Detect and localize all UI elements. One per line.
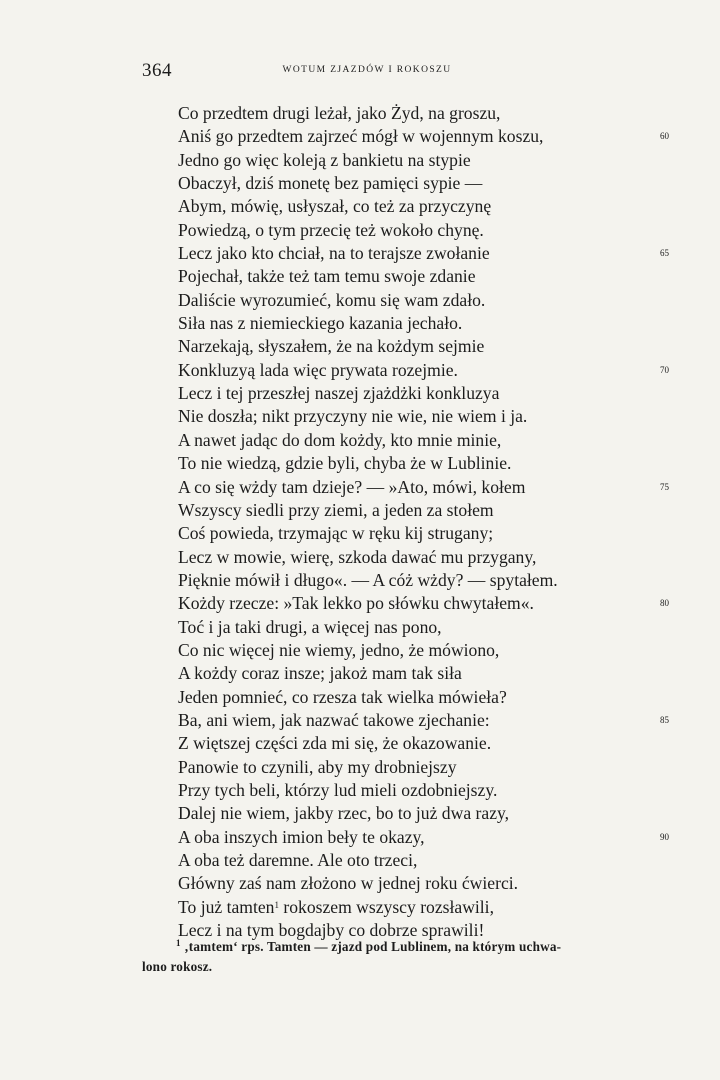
verse-text: Konkluzyą lada więc prywata rozejmie.: [178, 359, 458, 380]
page-number: 364: [142, 60, 172, 81]
verse-line: [178, 102, 658, 125]
verse-text: Panowie to czynili, aby my drobniejszy: [178, 756, 457, 777]
verse-line: [178, 429, 658, 452]
footnote: [142, 937, 702, 977]
verse-text: A oba też daremne. Ale oto trzeci,: [178, 850, 418, 870]
verse-text: Jeden pomnieć, co rzesza tak wielka mówieła?: [178, 686, 507, 707]
line-number: 60: [660, 131, 669, 142]
verse-text: Powiedzą, o tym przecię też wokoło chynę.: [178, 219, 484, 240]
verse-text: Toć i ja taki drugi, a więcej nas pono,: [178, 616, 442, 637]
verse-text: Pięknie mówił i długo«. — A cóż wżdy? — spytałem.: [178, 569, 558, 590]
verse-text: A kożdy coraz insze; jakoż mam tak siła: [178, 663, 462, 684]
poem-text: [178, 102, 669, 942]
verse-line: [178, 172, 658, 195]
verse-line: [178, 312, 658, 335]
verse-text: Siła nas z niemieckiego kazania jechało.: [178, 313, 463, 334]
verse-line: [178, 242, 669, 265]
verse-line: [178, 756, 658, 779]
verse-line: [178, 779, 658, 802]
verse-line: [178, 405, 658, 428]
verse-line: [178, 265, 658, 288]
verse-line: [178, 616, 658, 639]
verse-line: [178, 195, 658, 218]
verse-text: To nie wiedzą, gdzie byli, chyba że w Lublinie.: [178, 453, 512, 474]
verse-text: Lecz jako kto chciał, na to terajsze zwołanie: [178, 243, 490, 264]
verse-line: [178, 569, 658, 592]
verse-text: Główny zaś nam złożono w jednej roku ćwierci.: [178, 873, 519, 894]
line-number: 85: [660, 714, 669, 725]
verse-text: Coś powieda, trzymając w ręku kij strugany;: [178, 523, 494, 544]
verse-text: Nie doszła; nikt przyczyny nie wie, nie wiem i ja.: [178, 406, 528, 427]
verse-text: Aniś go przedtem zajrzeć mógł w wojennym koszu,: [178, 126, 544, 147]
verse-line: [178, 849, 658, 872]
verse-line: [178, 686, 658, 709]
line-number: 90: [660, 831, 669, 842]
verse-line: [178, 709, 669, 732]
verse-line: [178, 476, 669, 499]
verse-line: [178, 359, 669, 382]
verse-text: Lecz i tej przeszłej naszej zjażdżki konkluzya: [178, 383, 500, 404]
running-title: WOTUM ZJAZDÓW I ROKOSZU: [282, 65, 452, 75]
page-header: [142, 60, 592, 84]
verse-text: Z więtszej części zda mi się, że okazowanie.: [178, 733, 492, 754]
verse-text: Dalej nie wiem, jakby rzec, bo to już dwa razy,: [178, 803, 510, 824]
verse-text: Przy tych beli, którzy lud mieli ozdobniejszy.: [178, 779, 498, 800]
verse-text: Co przedtem drugi leżał, jako Żyd, na groszu,: [178, 103, 501, 123]
verse-line: [178, 872, 658, 895]
line-number: 80: [660, 598, 669, 609]
verse-line: [178, 219, 658, 242]
verse-text: Abym, mówię, usłyszał, co też za przyczynę: [178, 196, 492, 217]
verse-line: [178, 382, 658, 405]
verse-line: [178, 125, 669, 148]
verse-text: Co nic więcej nie wiemy, jedno, że mówiono,: [178, 639, 500, 660]
verse-text: Narzekają, słyszałem, że na kożdym sejmie: [178, 336, 485, 357]
line-number: 65: [660, 248, 669, 259]
verse-text-continued: rokoszem wszyscy rozsławili,: [278, 896, 494, 917]
verse-line: [178, 802, 658, 825]
verse-line: [178, 335, 658, 358]
verse-line: [178, 826, 669, 849]
footnote-reference: 1: [274, 899, 279, 910]
verse-line: [178, 732, 658, 755]
verse-line: [178, 546, 658, 569]
verse-text: Kożdy rzecze: »Tak lekko po słówku chwytałem«.: [178, 593, 534, 614]
verse-text: A nawet jadąc do dom kożdy, kto mnie minie,: [178, 429, 502, 450]
verse-line: [178, 662, 658, 685]
footnote-marker: 1: [176, 938, 181, 948]
verse-line: [178, 289, 658, 312]
line-number: 75: [660, 481, 669, 492]
verse-line: [178, 499, 658, 522]
verse-line: [178, 896, 658, 919]
footnote-line: $^1$ ‚tamtem‘ rps. Tamten — zjazd pod Lublinem, na którym uchwa-: [176, 938, 562, 954]
verse-text: Ba, ani wiem, jak nazwać takowe zjechanie:: [178, 709, 490, 730]
verse-text: Obaczył, dziś monetę bez pamięci sypie —: [178, 173, 483, 194]
footnote-line: lono rokosz.: [142, 959, 213, 974]
verse-line: [178, 592, 669, 615]
verse-line: [178, 452, 658, 475]
verse-text: Lecz w mowie, wierę, szkoda dawać mu przygany,: [178, 546, 537, 567]
verse-text: A co się wżdy tam dzieje? — »Ato, mówi, kołem: [178, 476, 526, 497]
verse-text: A oba inszych imion beły te okazy,: [178, 826, 425, 847]
verse-text: Pojechał, także też tam temu swoje zdanie: [178, 266, 476, 287]
verse-text: Daliście wyrozumieć, komu się wam zdało.: [178, 289, 486, 310]
verse-line: [178, 639, 658, 662]
verse-line: [178, 522, 658, 545]
verse-text: Wszyscy siedli przy ziemi, a jeden za stołem: [178, 499, 494, 520]
verse-text: Jedno go więc koleją z bankietu na stypie: [178, 149, 471, 170]
verse-text: Lecz i na tym bogdajby co dobrze sprawili!: [178, 920, 485, 941]
line-number: 70: [660, 364, 669, 375]
verse-text: To już tamten: [178, 896, 275, 917]
verse-line: [178, 149, 658, 172]
